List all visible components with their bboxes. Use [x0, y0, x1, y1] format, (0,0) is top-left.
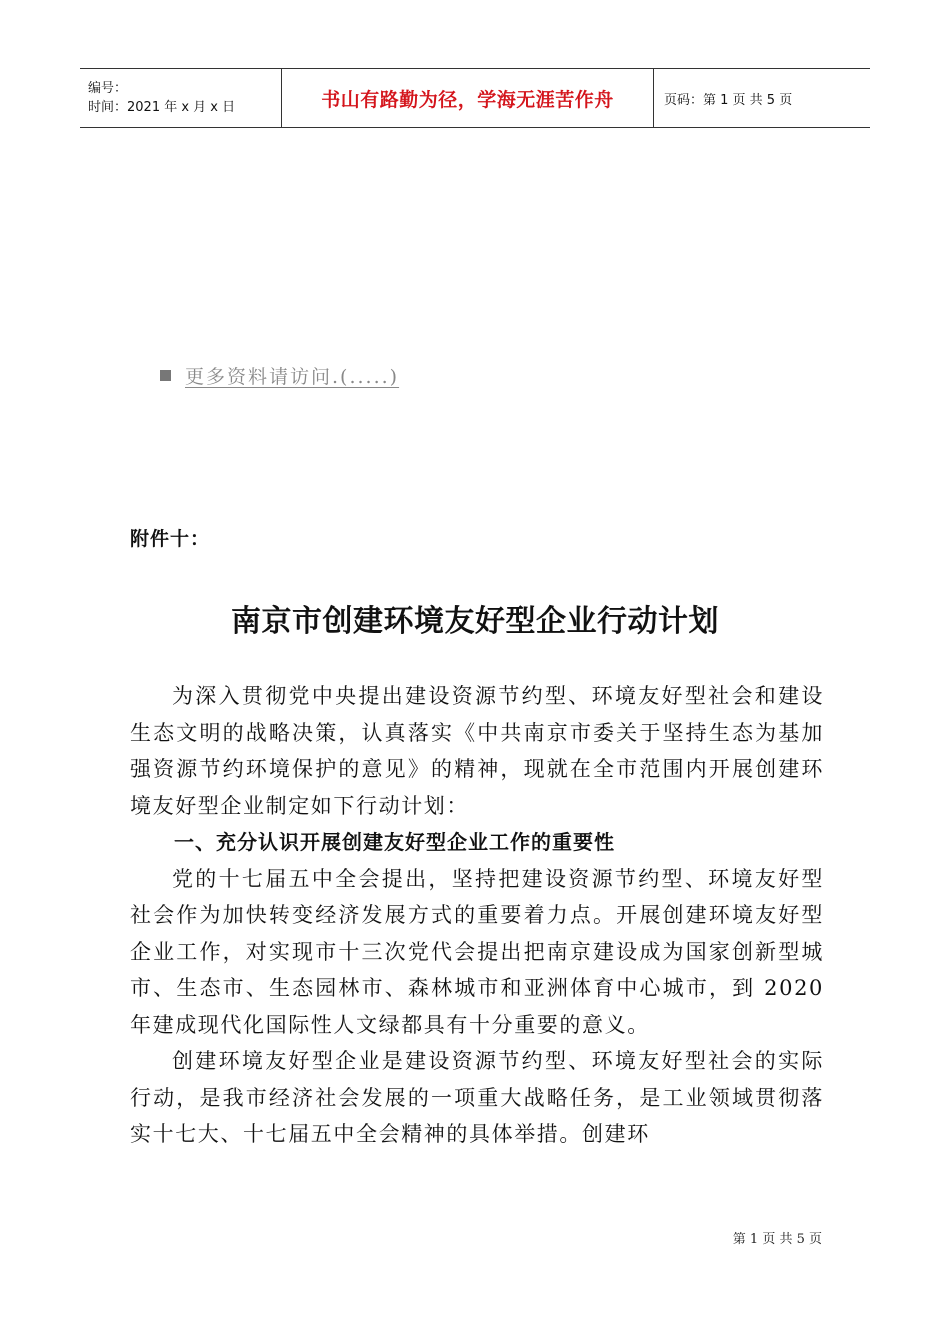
document-header — [80, 68, 870, 128]
header-page-info: 页码：第 1 页 共 5 页 — [664, 92, 793, 108]
more-resources-link[interactable] — [160, 362, 399, 389]
document-number: 编号： — [88, 81, 128, 96]
square-bullet-icon — [160, 370, 171, 381]
more-resources-link-text[interactable]: 更多资料请访问.(.....) — [185, 366, 400, 388]
header-meta — [80, 69, 282, 127]
document-title: 南京市创建环境友好型企业行动计划 — [231, 604, 719, 639]
header-motto: 书山有路勤为径，学海无涯苦作舟 — [321, 88, 614, 111]
body-paragraph-3: 创建环境友好型企业是建设资源节约型、环境友好型社会的实际行动，是我市经济社会发展的一项重大战略任务，是工业领域贯彻落实十七大、十七届五中全会精神的具体举措。创建环 — [130, 1049, 824, 1146]
header-page-info-cell — [654, 69, 870, 127]
document-time: 时间：2021 年 x 月 x 日 — [88, 100, 236, 115]
section-heading-1: 一、充分认识开展创建友好型企业工作的重要性 — [174, 830, 615, 854]
header-motto-cell — [282, 69, 654, 127]
document-body — [130, 678, 824, 1153]
body-paragraph-intro: 为深入贯彻党中央提出建设资源节约型、环境友好型社会和建设生态文明的战略决策，认真落实《中共南京市委关于坚持生态为基加强资源节约环境保护的意见》的精神，现就在全市范围内开展创建环境友好型企业制定如下行动计划： — [130, 684, 824, 818]
attachment-label: 附件十： — [130, 528, 211, 550]
page-footer: 第 1 页 共 5 页 — [732, 1232, 822, 1247]
body-paragraph-2: 党的十七届五中全会提出，坚持把建设资源节约型、环境友好型社会作为加快转变经济发展方式的重要着力点。开展创建环境友好型企业工作，对实现市十三次党代会提出把南京建设成为国家创新型城市、生态市、生态园林市、森林城市和亚洲体育中心城市，到 2020 年建成现代化国际性人文绿都具有十分重要的意义。 — [130, 866, 824, 1037]
